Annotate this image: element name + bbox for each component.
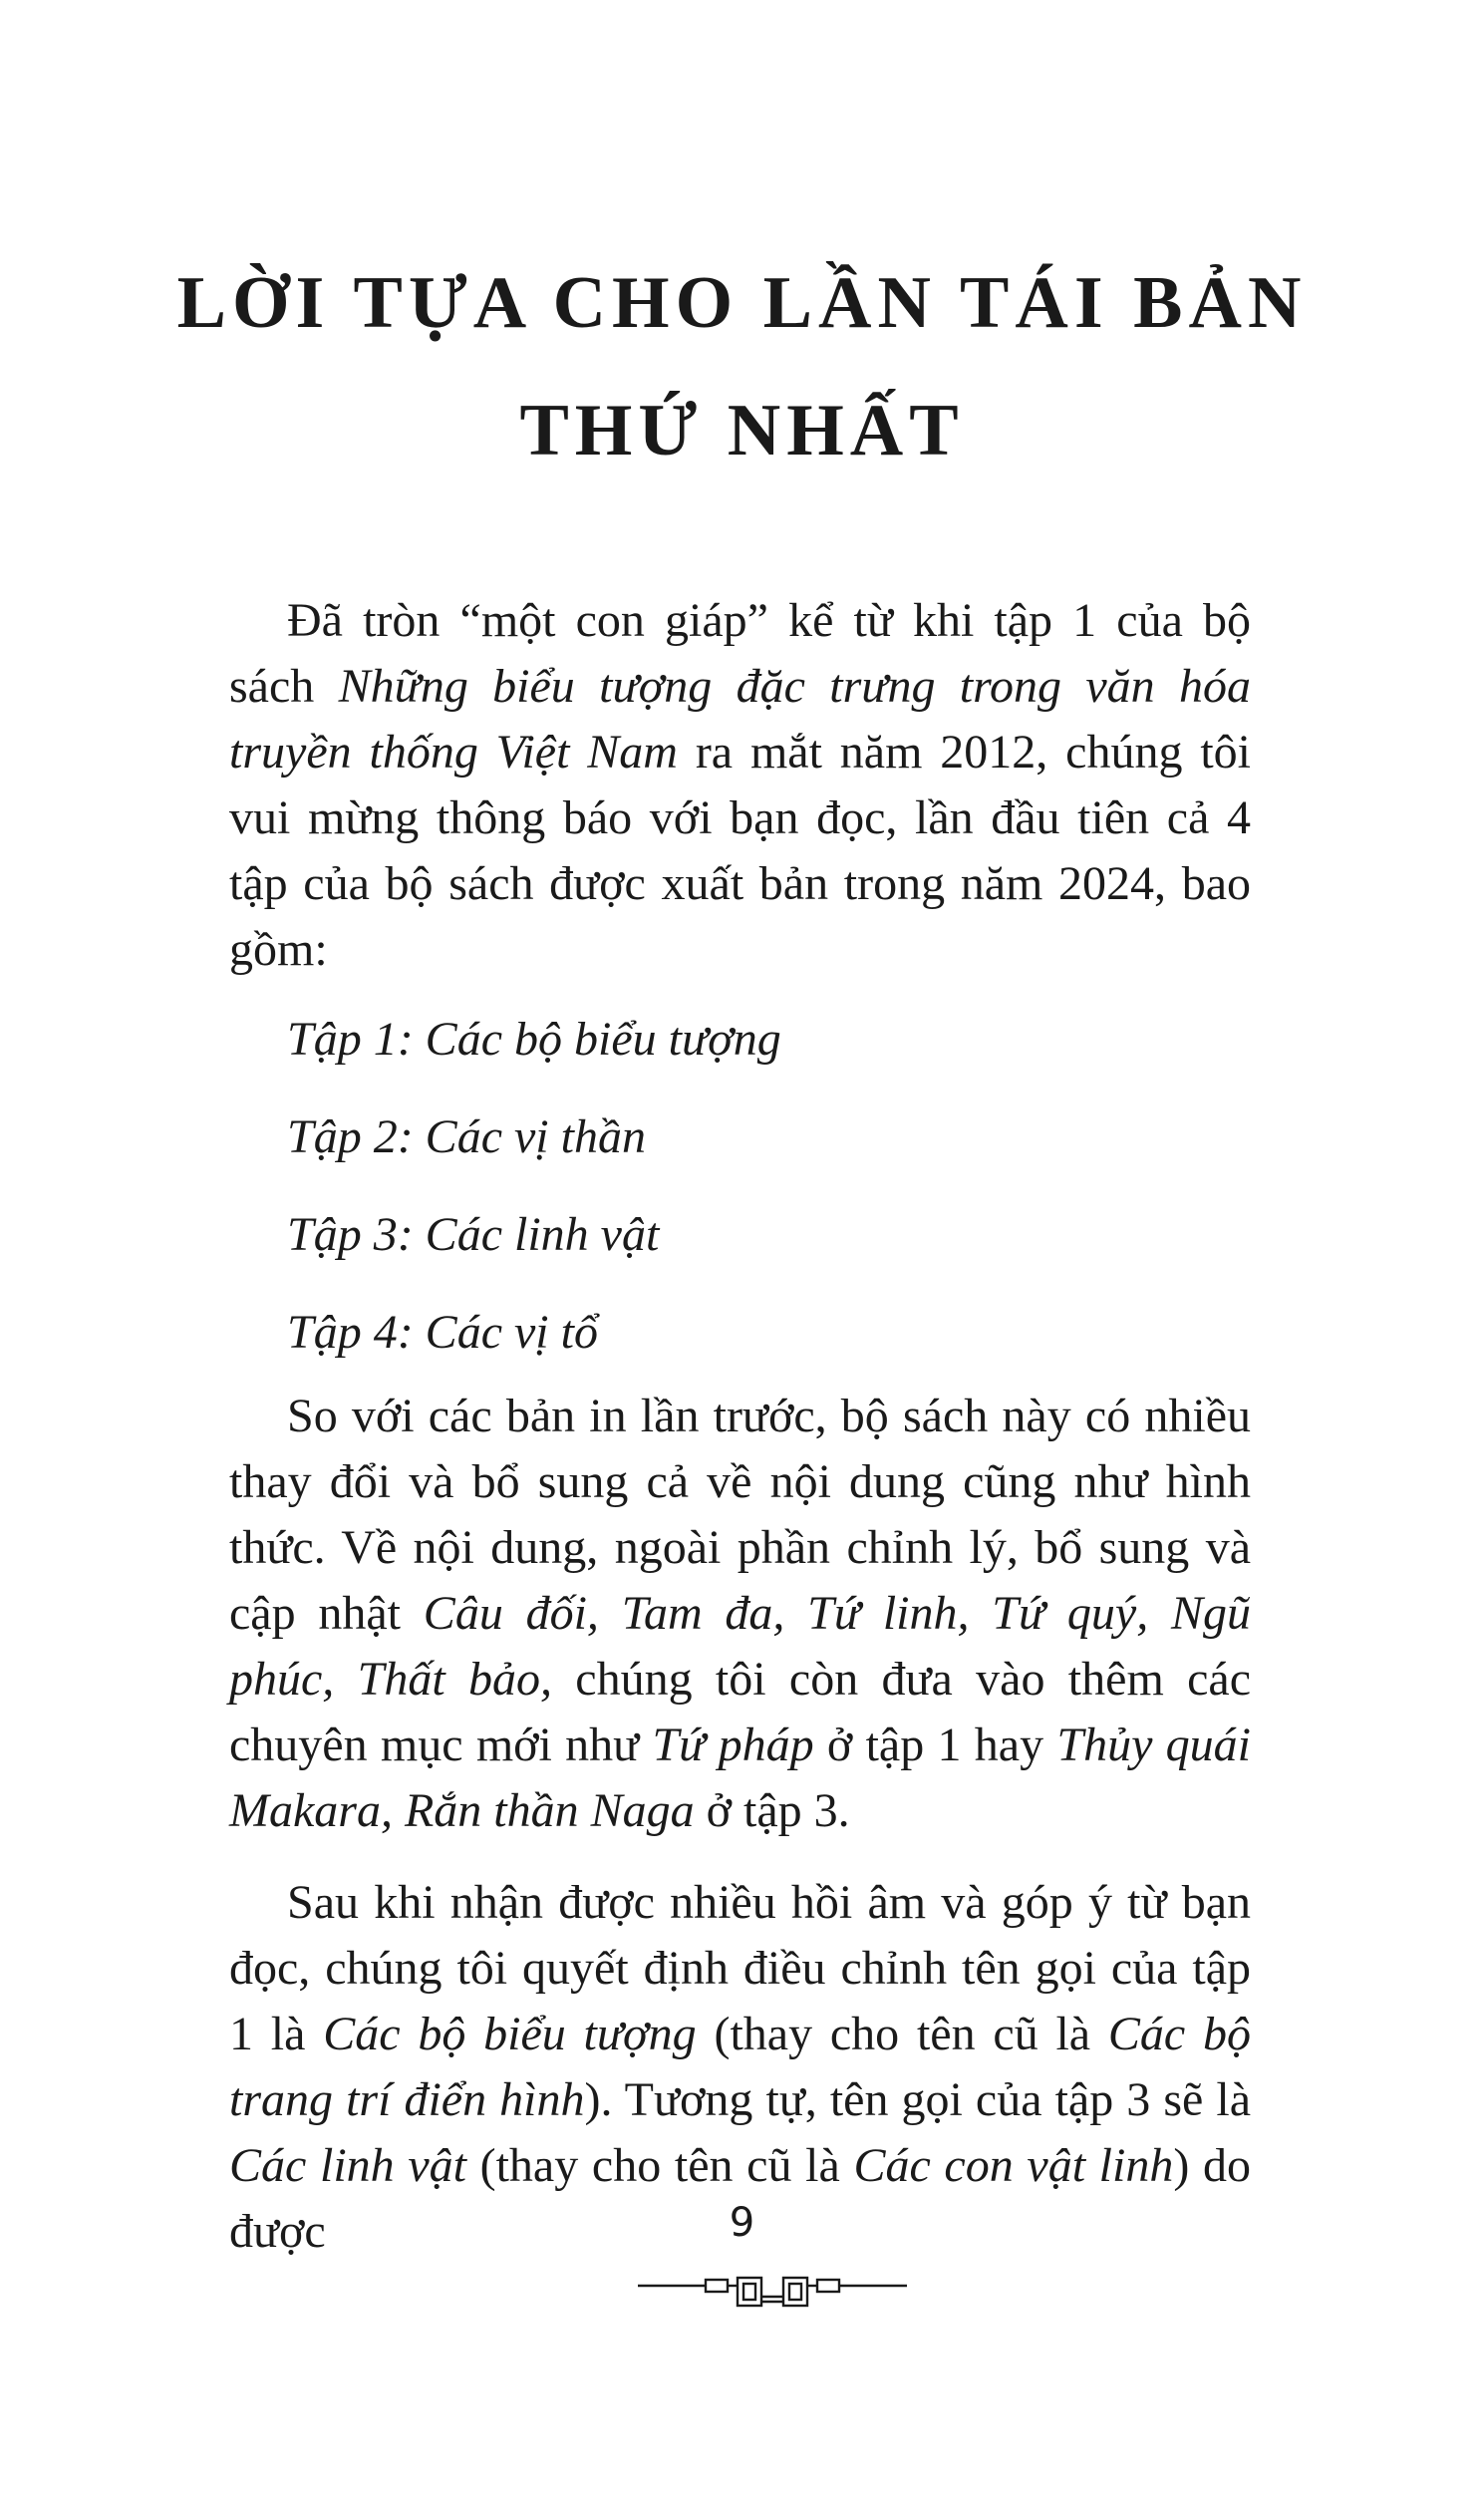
fret-ornament-icon [638, 2275, 907, 2311]
volume-item-4: Tập 4: Các vị tổ [287, 1306, 598, 1359]
body-text [229, 588, 1251, 2265]
volume-list [229, 991, 1251, 1382]
paragraph-renaming-text-5: ) do được [229, 2139, 1252, 2258]
paragraph-changes-emphasis-2: Tứ pháp [652, 1719, 814, 1771]
paragraph-renaming-text-3: ). Tương tự, tên gọi của tập 3 sẽ là [584, 2073, 1251, 2126]
paragraph-changes-emphasis-1: Câu đối, Tam đa, Tứ linh, Tứ quý, Ngũ phúc, Thất bảo, [229, 1587, 1252, 1706]
paragraph-renaming-text-4: (thay cho tên cũ là [465, 2139, 854, 2192]
page-title-line-2: THỨ NHẤT [519, 390, 965, 471]
paragraph-renaming-emphasis-4: Các con vật linh [853, 2139, 1174, 2192]
book-title-emphasis: Những biểu tượng đặc trưng trong văn hóa truyền thống Việt Nam [229, 660, 1251, 779]
paragraph-intro-text-2: ra mắt năm 2012, chúng tôi vui mừng thông báo với bạn đọc, lần đầu tiên cả 4 tập của bộ sách được xuất bản trong năm 2024, bao gồm: [229, 726, 1251, 976]
paragraph-renaming-emphasis-3: Các linh vật [229, 2139, 466, 2192]
paragraph-renaming-emphasis-2: Các bộ trang trí điển hình [229, 2008, 1252, 2126]
paragraph-renaming-text-2: (thay cho tên cũ là [696, 2008, 1108, 2060]
paragraph-intro-text-1: Đã tròn “một con giáp” kể từ khi tập 1 của bộ sách [229, 594, 1251, 713]
volume-item-1: Tập 1: Các bộ biểu tượng [287, 1013, 781, 1066]
paragraph-changes-text-1: So với các bản in lần trước, bộ sách này có nhiều thay đổi và bổ sung cả về nội dung cũng như hình thức. Về nội dung, ngoài phần chỉnh lý, bổ sung và cập nhật [229, 1390, 1251, 1640]
volume-item-3: Tập 3: Các linh vật [287, 1208, 660, 1261]
paragraph-changes-text-3: ở tập 1 hay [813, 1719, 1057, 1771]
paragraph-intro [229, 588, 1251, 983]
volume-item-2: Tập 2: Các vị thần [287, 1110, 646, 1163]
paragraph-changes-text-2: chúng tôi còn đưa vào thêm các chuyên mục mới như [229, 1653, 1252, 1771]
page-title [0, 239, 1484, 494]
paragraph-changes-text-4: ở tập 3. [694, 1784, 850, 1837]
paragraph-changes [229, 1384, 1251, 1844]
paragraph-renaming-emphasis-1: Các bộ biểu tượng [323, 2008, 697, 2060]
paragraph-renaming-text-1: Sau khi nhận được nhiều hồi âm và góp ý từ bạn đọc, chúng tôi quyết định điều chỉnh tên gọi của tập 1 là [229, 1876, 1251, 2060]
paragraph-changes-emphasis-3: Thủy quái Makara, Rắn thần Naga [229, 1719, 1252, 1837]
page-title-line-1: LỜI TỰA CHO LẦN TÁI BẢN [176, 262, 1308, 344]
page-number: 9 [729, 2200, 755, 2246]
